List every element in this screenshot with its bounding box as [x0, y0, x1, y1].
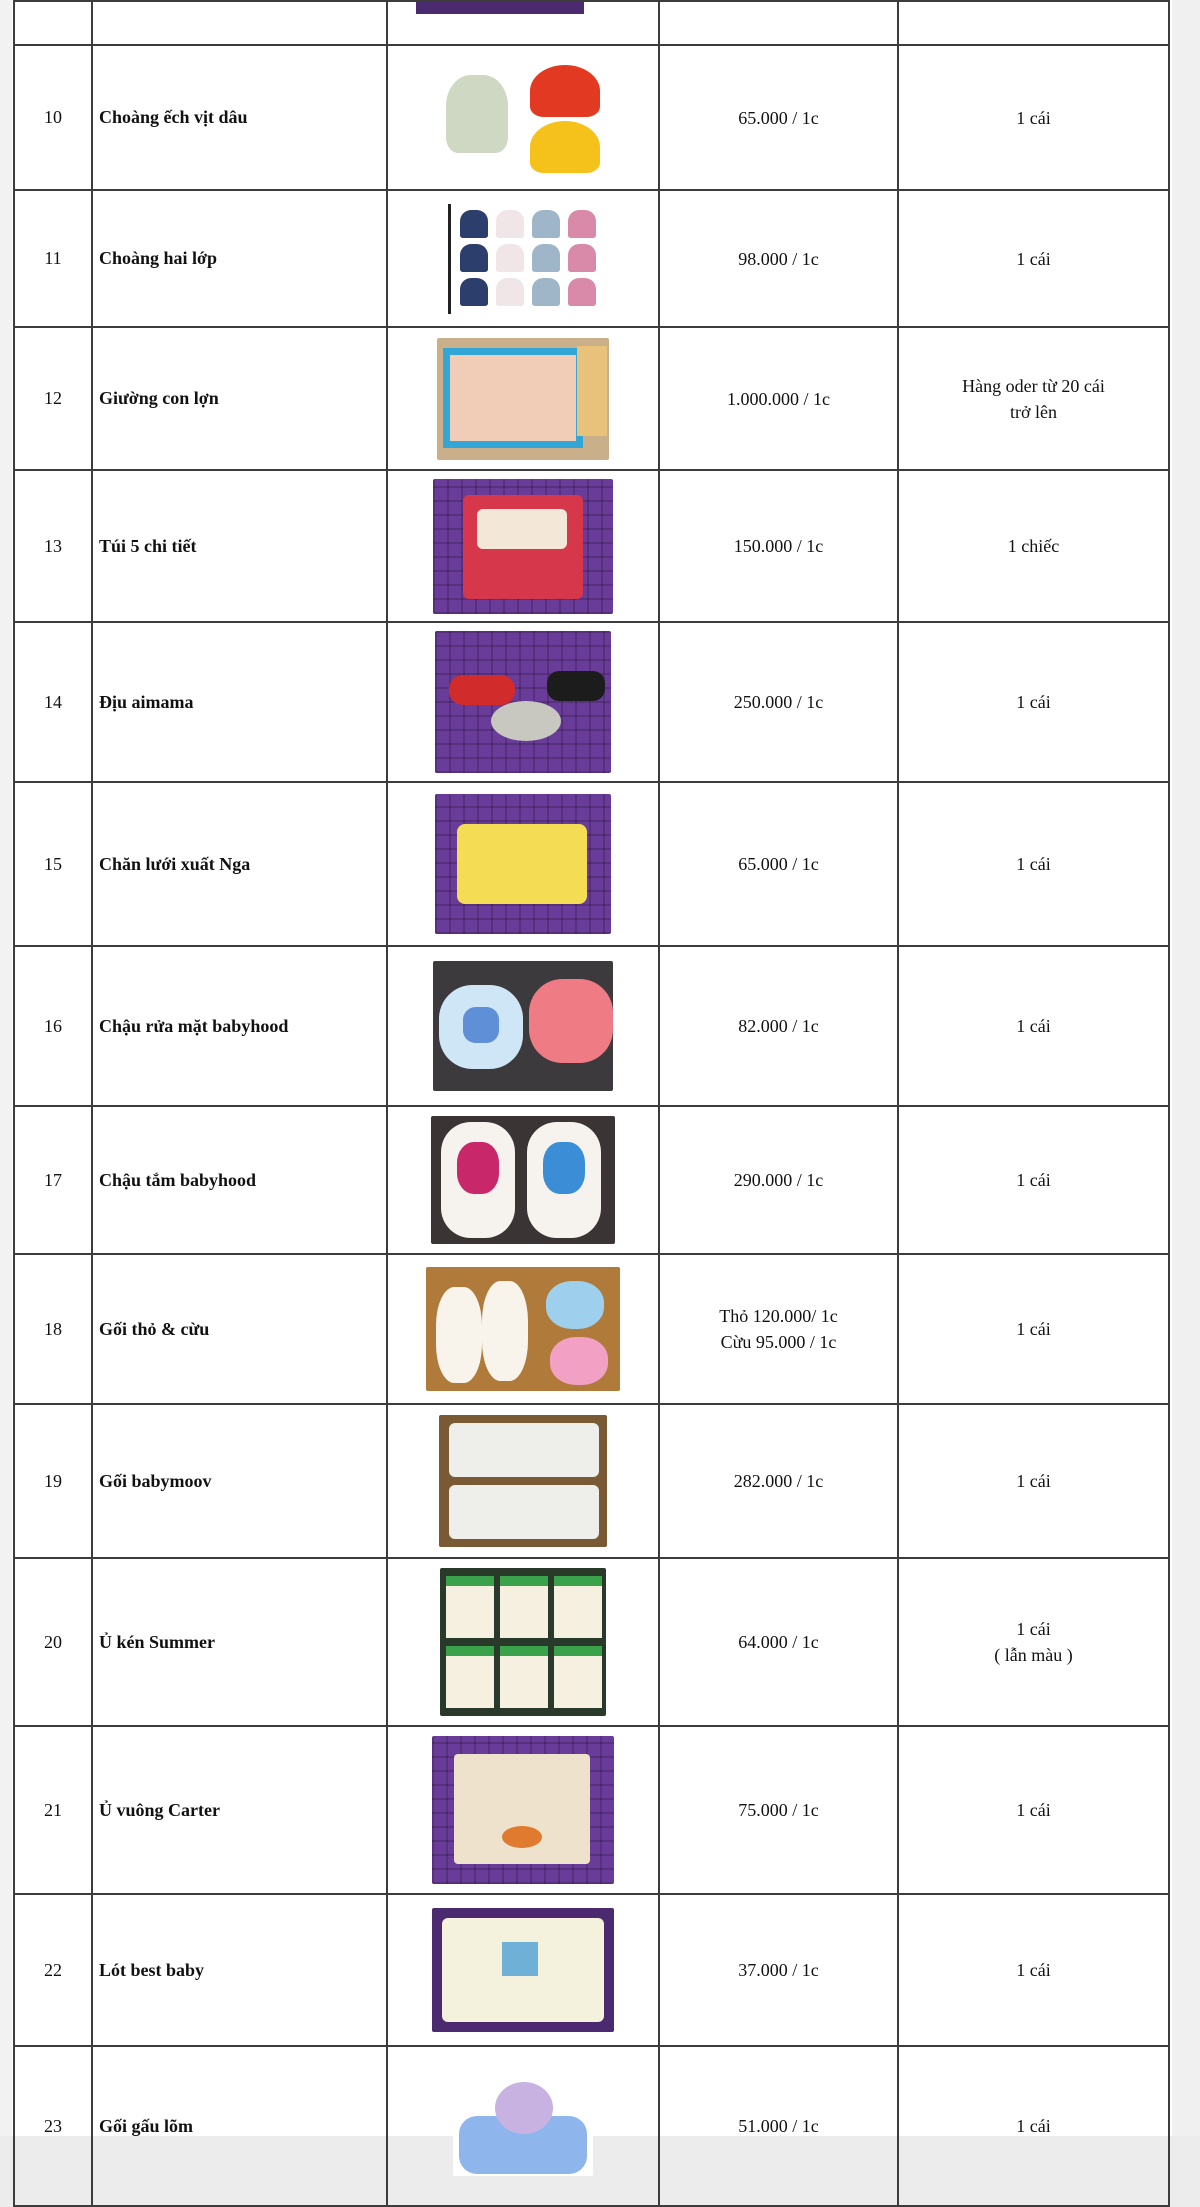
baby-bed-photo	[437, 338, 609, 460]
table-row	[14, 1726, 1169, 1894]
product-name: Ủ kén Summer	[92, 1558, 387, 1726]
baby-carrier-photo	[435, 631, 611, 773]
product-image-cell	[387, 2046, 659, 2206]
item-number: 20	[14, 1558, 92, 1726]
product-image-cell	[387, 45, 659, 190]
price-table	[13, 0, 1170, 2207]
product-price	[659, 1726, 898, 1894]
product-name: Túi 5 chi tiết	[92, 470, 387, 622]
product-unit	[898, 1558, 1169, 1726]
item-number: 15	[14, 782, 92, 946]
price-line: 65.000 / 1c	[738, 107, 819, 128]
product-name: Choàng hai lớp	[92, 190, 387, 327]
product-image-cell	[387, 1894, 659, 2046]
table-row	[14, 1106, 1169, 1254]
table-row	[14, 1404, 1169, 1558]
product-unit	[898, 45, 1169, 190]
product-unit	[898, 1254, 1169, 1404]
product-price	[659, 782, 898, 946]
product-name: Gối gấu lõm	[92, 2046, 387, 2206]
product-name: Ủ vuông Carter	[92, 1726, 387, 1894]
item-number: 17	[14, 1106, 92, 1254]
product-unit	[898, 470, 1169, 622]
table-row	[14, 946, 1169, 1106]
product-name: Gối thỏ & cừu	[92, 1254, 387, 1404]
product-name: Chậu tắm babyhood	[92, 1106, 387, 1254]
item-number: 19	[14, 1404, 92, 1558]
product-unit	[898, 1894, 1169, 2046]
product-unit	[898, 1404, 1169, 1558]
table-row	[14, 190, 1169, 327]
product-unit	[898, 327, 1169, 470]
unit-line: 1 cái	[1016, 1960, 1051, 1980]
product-image-cell	[387, 782, 659, 946]
price-line: 51.000 / 1c	[738, 2116, 819, 2136]
product-price	[659, 190, 898, 327]
product-image-cell	[387, 946, 659, 1106]
table-row	[14, 45, 1169, 190]
unit-line: 1 cái	[1016, 2116, 1051, 2136]
price-line: Cừu 95.000 / 1c	[720, 1332, 837, 1352]
product-price	[659, 1106, 898, 1254]
unit-line: ( lẫn màu )	[994, 1645, 1073, 1665]
product-name: Chậu rửa mặt babyhood	[92, 946, 387, 1106]
product-unit	[898, 946, 1169, 1106]
animal-pillow-photo	[426, 1267, 620, 1391]
table-row	[14, 470, 1169, 622]
product-price	[659, 946, 898, 1106]
product-name: Địu aimama	[92, 622, 387, 782]
unit-line: trở lên	[1009, 401, 1057, 422]
product-unit	[898, 782, 1169, 946]
table-row	[14, 782, 1169, 946]
price-line: 282.000 / 1c	[733, 1471, 824, 1491]
item-number: 22	[14, 1894, 92, 2046]
unit-line: 1 cái	[1016, 854, 1051, 874]
product-image-cell	[387, 1, 659, 45]
product-photo-edge	[416, 2, 584, 14]
table-row	[14, 1558, 1169, 1726]
item-number: 14	[14, 622, 92, 782]
cape-photo	[438, 59, 608, 177]
swaddle-photo	[440, 1568, 606, 1716]
page-right-margin	[1172, 0, 1200, 2136]
unit-line: 1 cái	[1016, 1800, 1051, 1820]
product-price	[659, 622, 898, 782]
product-unit	[898, 622, 1169, 782]
unit-line: 1 chiếc	[1007, 536, 1060, 556]
product-unit	[898, 190, 1169, 327]
item-number: 12	[14, 327, 92, 470]
product-name: Choàng ếch vịt dâu	[92, 45, 387, 190]
product-image-cell	[387, 1404, 659, 1558]
product-price	[659, 45, 898, 190]
price-line: 65.000 / 1c	[738, 854, 819, 874]
product-image-cell	[387, 622, 659, 782]
item-number: 16	[14, 946, 92, 1106]
product-name: Gối babymoov	[92, 1404, 387, 1558]
product-price	[659, 1558, 898, 1726]
product-image-cell	[387, 1558, 659, 1726]
item-number: 13	[14, 470, 92, 622]
product-unit	[898, 2046, 1169, 2206]
product-image-cell	[387, 1726, 659, 1894]
unit-line: Hàng oder từ 20 cái	[962, 375, 1105, 396]
item-number: 23	[14, 2046, 92, 2206]
table-row	[14, 327, 1169, 470]
table-row	[14, 622, 1169, 782]
product-image-cell	[387, 327, 659, 470]
price-line: 37.000 / 1c	[738, 1960, 819, 1980]
unit-line: 1 cái	[1016, 107, 1051, 128]
price-line: 64.000 / 1c	[738, 1632, 819, 1652]
face-basin-photo	[433, 961, 613, 1091]
item-number: 18	[14, 1254, 92, 1404]
unit-line: 1 cái	[1016, 692, 1051, 712]
product-price	[659, 1254, 898, 1404]
bag-set-photo	[433, 479, 613, 614]
product-name: Lót best baby	[92, 1894, 387, 2046]
table-row	[14, 2046, 1169, 2206]
unit-line: 1 cái	[1016, 1619, 1051, 1639]
table-row	[14, 1894, 1169, 2046]
product-unit	[898, 1726, 1169, 1894]
item-number: 11	[14, 190, 92, 327]
unit-line: 1 cái	[1016, 1319, 1051, 1339]
price-line: 82.000 / 1c	[738, 1016, 819, 1036]
table-row	[14, 1254, 1169, 1404]
product-price	[659, 2046, 898, 2206]
page-left-margin	[0, 0, 12, 2136]
carter-wrap-photo	[432, 1736, 614, 1884]
product-image-cell	[387, 470, 659, 622]
product-price	[659, 1894, 898, 2046]
table-row-partial	[14, 1, 1169, 45]
product-image-cell	[387, 1254, 659, 1404]
product-name: Giường con lợn	[92, 327, 387, 470]
price-line: 250.000 / 1c	[733, 692, 824, 712]
item-number: 10	[14, 45, 92, 190]
unit-line: 1 cái	[1016, 1170, 1051, 1190]
two-layer-cape-photo	[446, 204, 601, 314]
product-name: Chăn lưới xuất Nga	[92, 782, 387, 946]
bear-pillow-photo	[453, 2076, 593, 2176]
price-line: 1.000.000 / 1c	[727, 388, 830, 409]
price-line: Thỏ 120.000/ 1c	[719, 1306, 838, 1326]
product-price	[659, 470, 898, 622]
price-line: 98.000 / 1c	[738, 248, 819, 269]
price-line: 150.000 / 1c	[733, 536, 824, 556]
unit-line: 1 cái	[1016, 1471, 1051, 1491]
product-image-cell	[387, 1106, 659, 1254]
blanket-photo	[435, 794, 611, 934]
changing-pad-photo	[432, 1908, 614, 2032]
product-price	[659, 327, 898, 470]
babymoov-pillow-photo	[439, 1415, 607, 1547]
bath-tub-photo	[431, 1116, 615, 1244]
product-image-cell	[387, 190, 659, 327]
price-line: 75.000 / 1c	[738, 1800, 819, 1820]
item-number: 21	[14, 1726, 92, 1894]
product-price	[659, 1404, 898, 1558]
unit-line: 1 cái	[1016, 248, 1051, 269]
unit-line: 1 cái	[1016, 1016, 1051, 1036]
product-unit	[898, 1106, 1169, 1254]
price-line: 290.000 / 1c	[733, 1170, 824, 1190]
